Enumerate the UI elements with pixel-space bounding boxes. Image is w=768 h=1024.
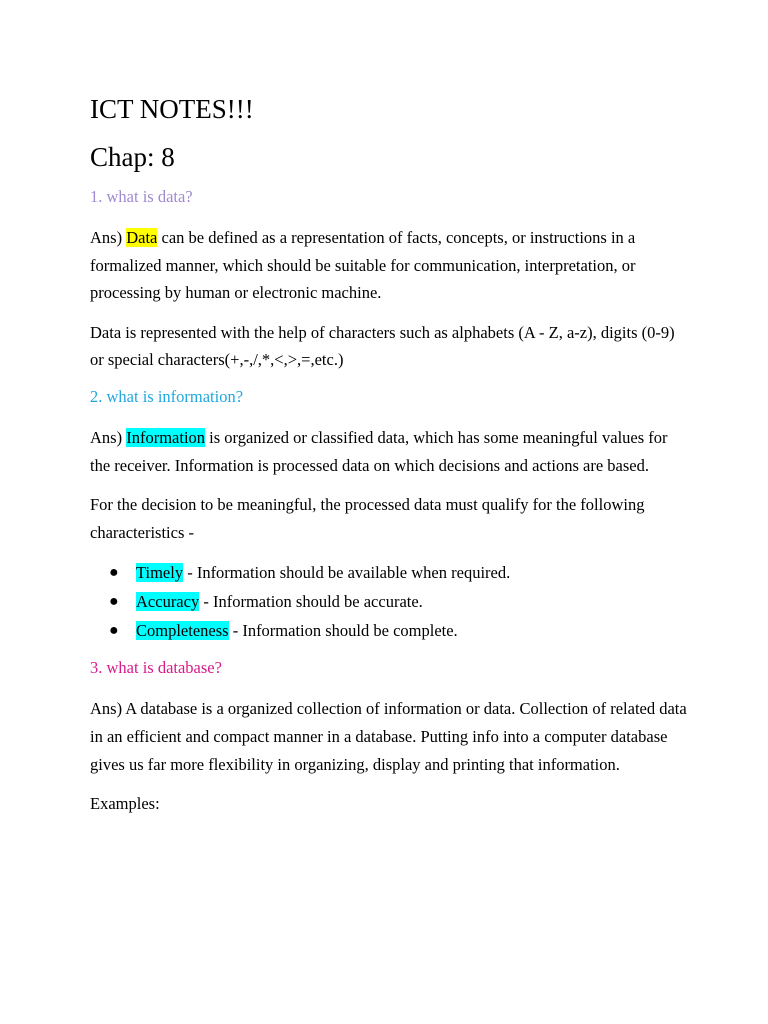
answer-3: Ans) A database is a organized collection of information or data. Collection of related data in an efficient and compact manner in a database. Putting info into a computer database gives us far more flexibility in organizing, display and printing that information. (90, 699, 687, 774)
answer-2-text: is organized or classified data, which has some meaningful values for the receiver. Information is processed data on which decisions and actions are based. (90, 427, 668, 475)
bullet-icon: ● (109, 593, 119, 611)
highlight-data-term: Data (126, 228, 158, 247)
question-2: 2. what is information? (90, 386, 244, 406)
list-item (109, 616, 690, 645)
answer-1 (90, 224, 690, 307)
list-item-desc: - Information should be accurate. (199, 592, 423, 612)
highlight-completeness-term: Completeness (136, 621, 229, 641)
document-page (90, 92, 690, 830)
list-item-desc: - Information should be complete. (228, 621, 458, 641)
answer-2-paragraph-2: For the decision to be meaningful, the processed data must qualify for the following characteristics - (90, 495, 645, 542)
list-item-desc: - Information should be available when required. (183, 563, 511, 583)
answer-2 (90, 424, 690, 479)
list-item (109, 587, 690, 616)
characteristics-list (90, 558, 690, 645)
highlight-accuracy-term: Accuracy (136, 592, 200, 612)
answer-1-paragraph-2: Data is represented with the help of characters such as alphabets (A - Z, a-z), digits (0-9) or special characters(+,-,/,*,<,>,=,etc.) (90, 322, 675, 370)
page-title: ICT NOTES!!! (90, 94, 254, 124)
highlight-timely-term: Timely (136, 563, 184, 583)
highlight-information-term: Information (126, 427, 206, 447)
chapter-heading: Chap: 8 (90, 142, 175, 172)
answer-1-prefix: Ans) (90, 228, 127, 247)
question-3: 3. what is database? (90, 658, 222, 678)
examples-label: Examples: (90, 794, 160, 814)
answer-2-prefix: Ans) (90, 427, 127, 447)
list-item (109, 558, 690, 587)
question-1: 1. what is data? (90, 187, 193, 206)
bullet-icon: ● (109, 622, 119, 640)
bullet-icon: ● (109, 564, 119, 582)
answer-1-text: can be defined as a representation of facts, concepts, or instructions in a formalized manner, which should be suitable for communication, interpretation, or processing by human or electronic machine. (90, 228, 636, 303)
